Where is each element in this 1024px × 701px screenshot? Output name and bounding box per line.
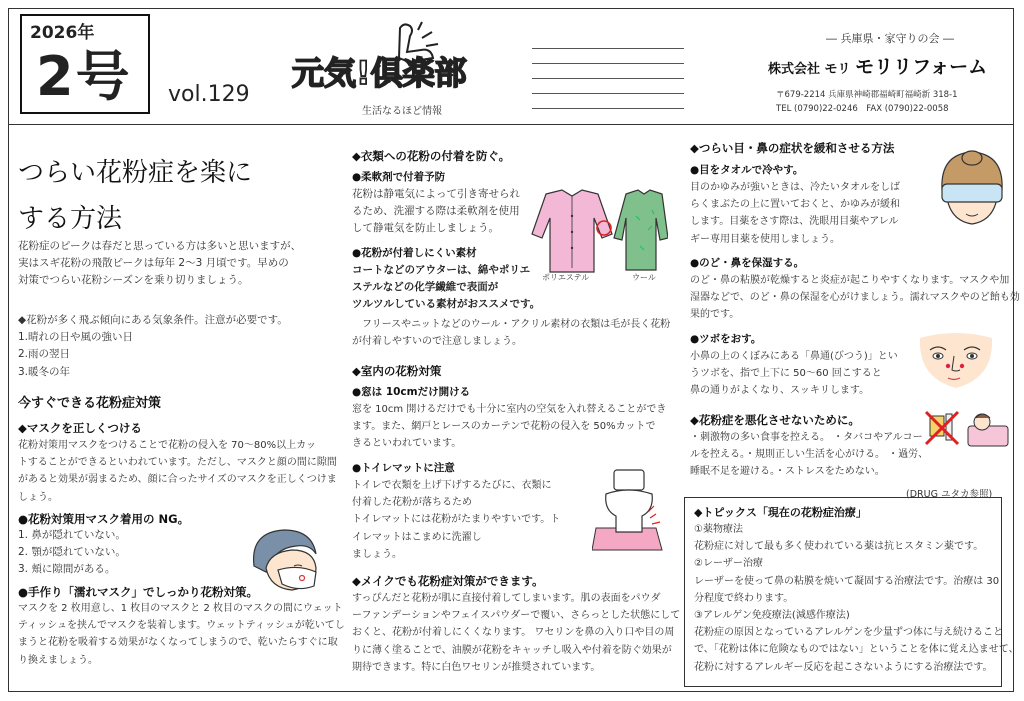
moisture-heading: ●のど・鼻を保湿する。 xyxy=(690,257,805,269)
pressure-point-text: 小鼻の上のくぼみにある「鼻通(びつう)」とい うツボを、指で上下に 50～60 回こすると 鼻の通りがよくなり、スッキリします。 xyxy=(690,351,898,397)
toilet-illustration xyxy=(592,466,664,552)
makeup-text: すっぴんだと花粉が肌に直接付着してしまいます。肌の表面をパウダ ーファンデーションやフェイスパウダーで覆い、さらっとした状態にして おくと、花粉が付着しにくくなります。 ワセリンを鼻の入り口や目の周 りに薄く塗ることで、油膜が花粉をキャッチし吸入や付着を防ぐ効果が 期待できます。特に白色ワセリンが推奨されています。 xyxy=(352,593,681,673)
face-pressure-point-illustration xyxy=(914,330,998,390)
clothing-heading: ◆衣類への花粉の付着を防ぐ。 xyxy=(352,149,511,163)
window-text: 窓を 10cm 開けるだけでも十分に室内の空気を入れ替えることができ ます。また、網戸とレースのカーテンで花粉の侵入を 50%カットで きるといわれています。 xyxy=(352,404,667,450)
tel-fax-line: TEL (0790)22-0246 FAX (0790)22-0058 xyxy=(776,104,949,114)
wet-mask-text: マスクを 2 枚用意し、1 枚目のマスクと 2 枚目のマスクの間にウェット ティッシュを挟んでマスクを装着します。ウェットティッシュが乾いてし まうと花粉を吸着する効果がなくなってしまうので、乾いたらすぐに取 り換えましょう。 xyxy=(18,603,345,666)
logo-text: 元気!倶楽部 xyxy=(292,54,467,92)
makeup-heading: ◆メイクでも花粉症対策ができます。 xyxy=(352,574,544,588)
volume-number: vol.129 xyxy=(168,82,250,107)
source-credit: (DRUG ユタカ参照) xyxy=(906,489,993,500)
issue-year: 2026年 xyxy=(30,23,95,43)
newsletter-logo xyxy=(290,20,480,100)
eye-nose-heading: ◆つらい目・鼻の症状を緩和させる方法 xyxy=(690,141,895,155)
toilet-mat-heading: ●トイレマットに注意 xyxy=(352,462,455,474)
toilet-mat-text: トイレで衣類を上げ下げするたびに、衣類に 付着した花粉が落ちるため トイレマットには花粉がたまりやすいです。ト イレマットはこまめに洗濯し ましょう。 xyxy=(352,480,561,560)
towel-text: 目のかゆみが強いときは、冷たいタオルをしば らくまぶたの上に置いておくと、かゆみが緩和 します。目薬をさす際は、洗眼用目薬やアレル ギー専用目薬を使用しましょう。 xyxy=(690,182,900,245)
prevent-worsening-text: ・刺激物の多い食事を控える。 ・タバコやアルコー ルを控える。・規則正しい生活を心がける。 ・過労、 睡眠不足を避ける。・ストレスをためない。 xyxy=(690,432,929,478)
window-heading: ●窓は 10cmだけ開ける xyxy=(352,386,471,398)
clothing-illustration xyxy=(528,186,668,282)
company-name xyxy=(768,52,987,79)
mask-woman-illustration xyxy=(244,526,324,592)
header-divider xyxy=(8,124,1014,125)
wool-label: ウール xyxy=(632,273,656,282)
mask-text: 花粉対策用マスクをつけることで花粉の侵入を 70～80%以上カッ トすることができるといわれています。ただし、マスクと顔の間に隙間 があると効果が弱まるため、顔に合ったサイズのマスクを正しくつけま しょう。 xyxy=(18,440,337,503)
issue-number: 2号 xyxy=(36,45,132,108)
polyester-label: ポリエステル xyxy=(542,273,590,282)
company-address xyxy=(776,88,958,116)
association-name: ― 兵庫県・家守りの会 ― xyxy=(826,32,954,45)
article-title: つらい花粉症を楽に する方法 xyxy=(18,158,253,234)
topics-text: ①薬物療法 花粉症に対して最も多く使われている薬は抗ヒスタミン薬です。 ②レーザー治療 レーザーを使って鼻の粘膜を焼いて凝固する治療法です。治療は 30 分程度で終わります。 ③アレルゲン免疫療法(減感作療法) 花粉症の原因となっているアレルゲンを少量ずつ体に与え続けること で、「花粉は体に危険なものではない」ということを体に覚え込ませて、 花粉に対するアレルギー反応を起こさないようにする治療法です。 xyxy=(694,524,1019,673)
section-heading: 今すぐできる花粉症対策 xyxy=(18,396,162,411)
ng-list: 1. 鼻が隠れていない。 2. 顎が隠れていない。 3. 頬に隙間がある。 xyxy=(18,529,126,576)
address-line: 〒679-2214 兵庫県神崎郡福崎町福崎新 318-1 xyxy=(776,90,958,100)
ng-heading: ●花粉対策用マスク着用の NG。 xyxy=(18,512,190,526)
topics-heading: ◆トピックス「現在の花粉症治療」 xyxy=(694,506,867,519)
eye-towel-illustration xyxy=(932,150,1010,230)
blank-lines xyxy=(532,48,684,123)
prevent-worsening-heading: ◆花粉症を悪化させないために。 xyxy=(690,413,860,427)
pressure-point-heading: ●ツボをおす。 xyxy=(690,333,762,345)
no-smoking-sleeping-illustration xyxy=(924,406,1010,450)
mask-heading: ◆マスクを正しくつける xyxy=(18,421,142,435)
material-note: フリースやニットなどのウール・アクリル素材の衣類は毛が長く花粉 が付着しやすいので注意しましょう。 xyxy=(352,319,671,348)
company-brand: モリリフォーム xyxy=(855,56,988,78)
logo-subtitle: 生活なるほど情報 xyxy=(362,106,442,117)
wet-mask-heading: ●手作り「濡れマスク」でしっかり花粉対策。 xyxy=(18,585,259,599)
company-prefix: 株式会社 モリ xyxy=(768,62,851,77)
softener-heading: ●柔軟剤で付着予防 xyxy=(352,171,446,183)
weather-list: ◆花粉が多く飛ぶ傾向にある気象条件。注意が必要です。 1.晴れの日や風の強い日 2.雨の翌日 3.暖冬の年 xyxy=(18,314,288,378)
material-text: コートなどのアウターは、綿やポリエ ステルなどの化学繊維で表面が ツルツルしている素材がおススメです。 xyxy=(352,264,541,311)
intro-text: 花粉症のピークは春だと思っている方は多いと思いますが、 実はスギ花粉の飛散ピークは毎年 2～3 月頃です。早めの 対策でつらい花粉シーズンを乗り切りましょう。 xyxy=(18,240,302,287)
indoor-heading: ◆室内の花粉対策 xyxy=(352,364,442,378)
softener-text: 花粉は静電気によって引き寄せられ るため、洗濯する際は柔軟剤を使用 して静電気を防止しましょう。 xyxy=(352,188,520,235)
towel-heading: ●目をタオルで冷やす。 xyxy=(690,164,804,176)
moisture-text: のど・鼻の粘膜が乾燥すると炎症が起こりやすくなります。マスクや加 湿器などで、のど・鼻の保湿を心がけましょう。濡れマスクやのど飴も効 果的です。 xyxy=(690,275,1020,321)
material-heading: ●花粉が付着しにくい素材 xyxy=(352,247,477,259)
